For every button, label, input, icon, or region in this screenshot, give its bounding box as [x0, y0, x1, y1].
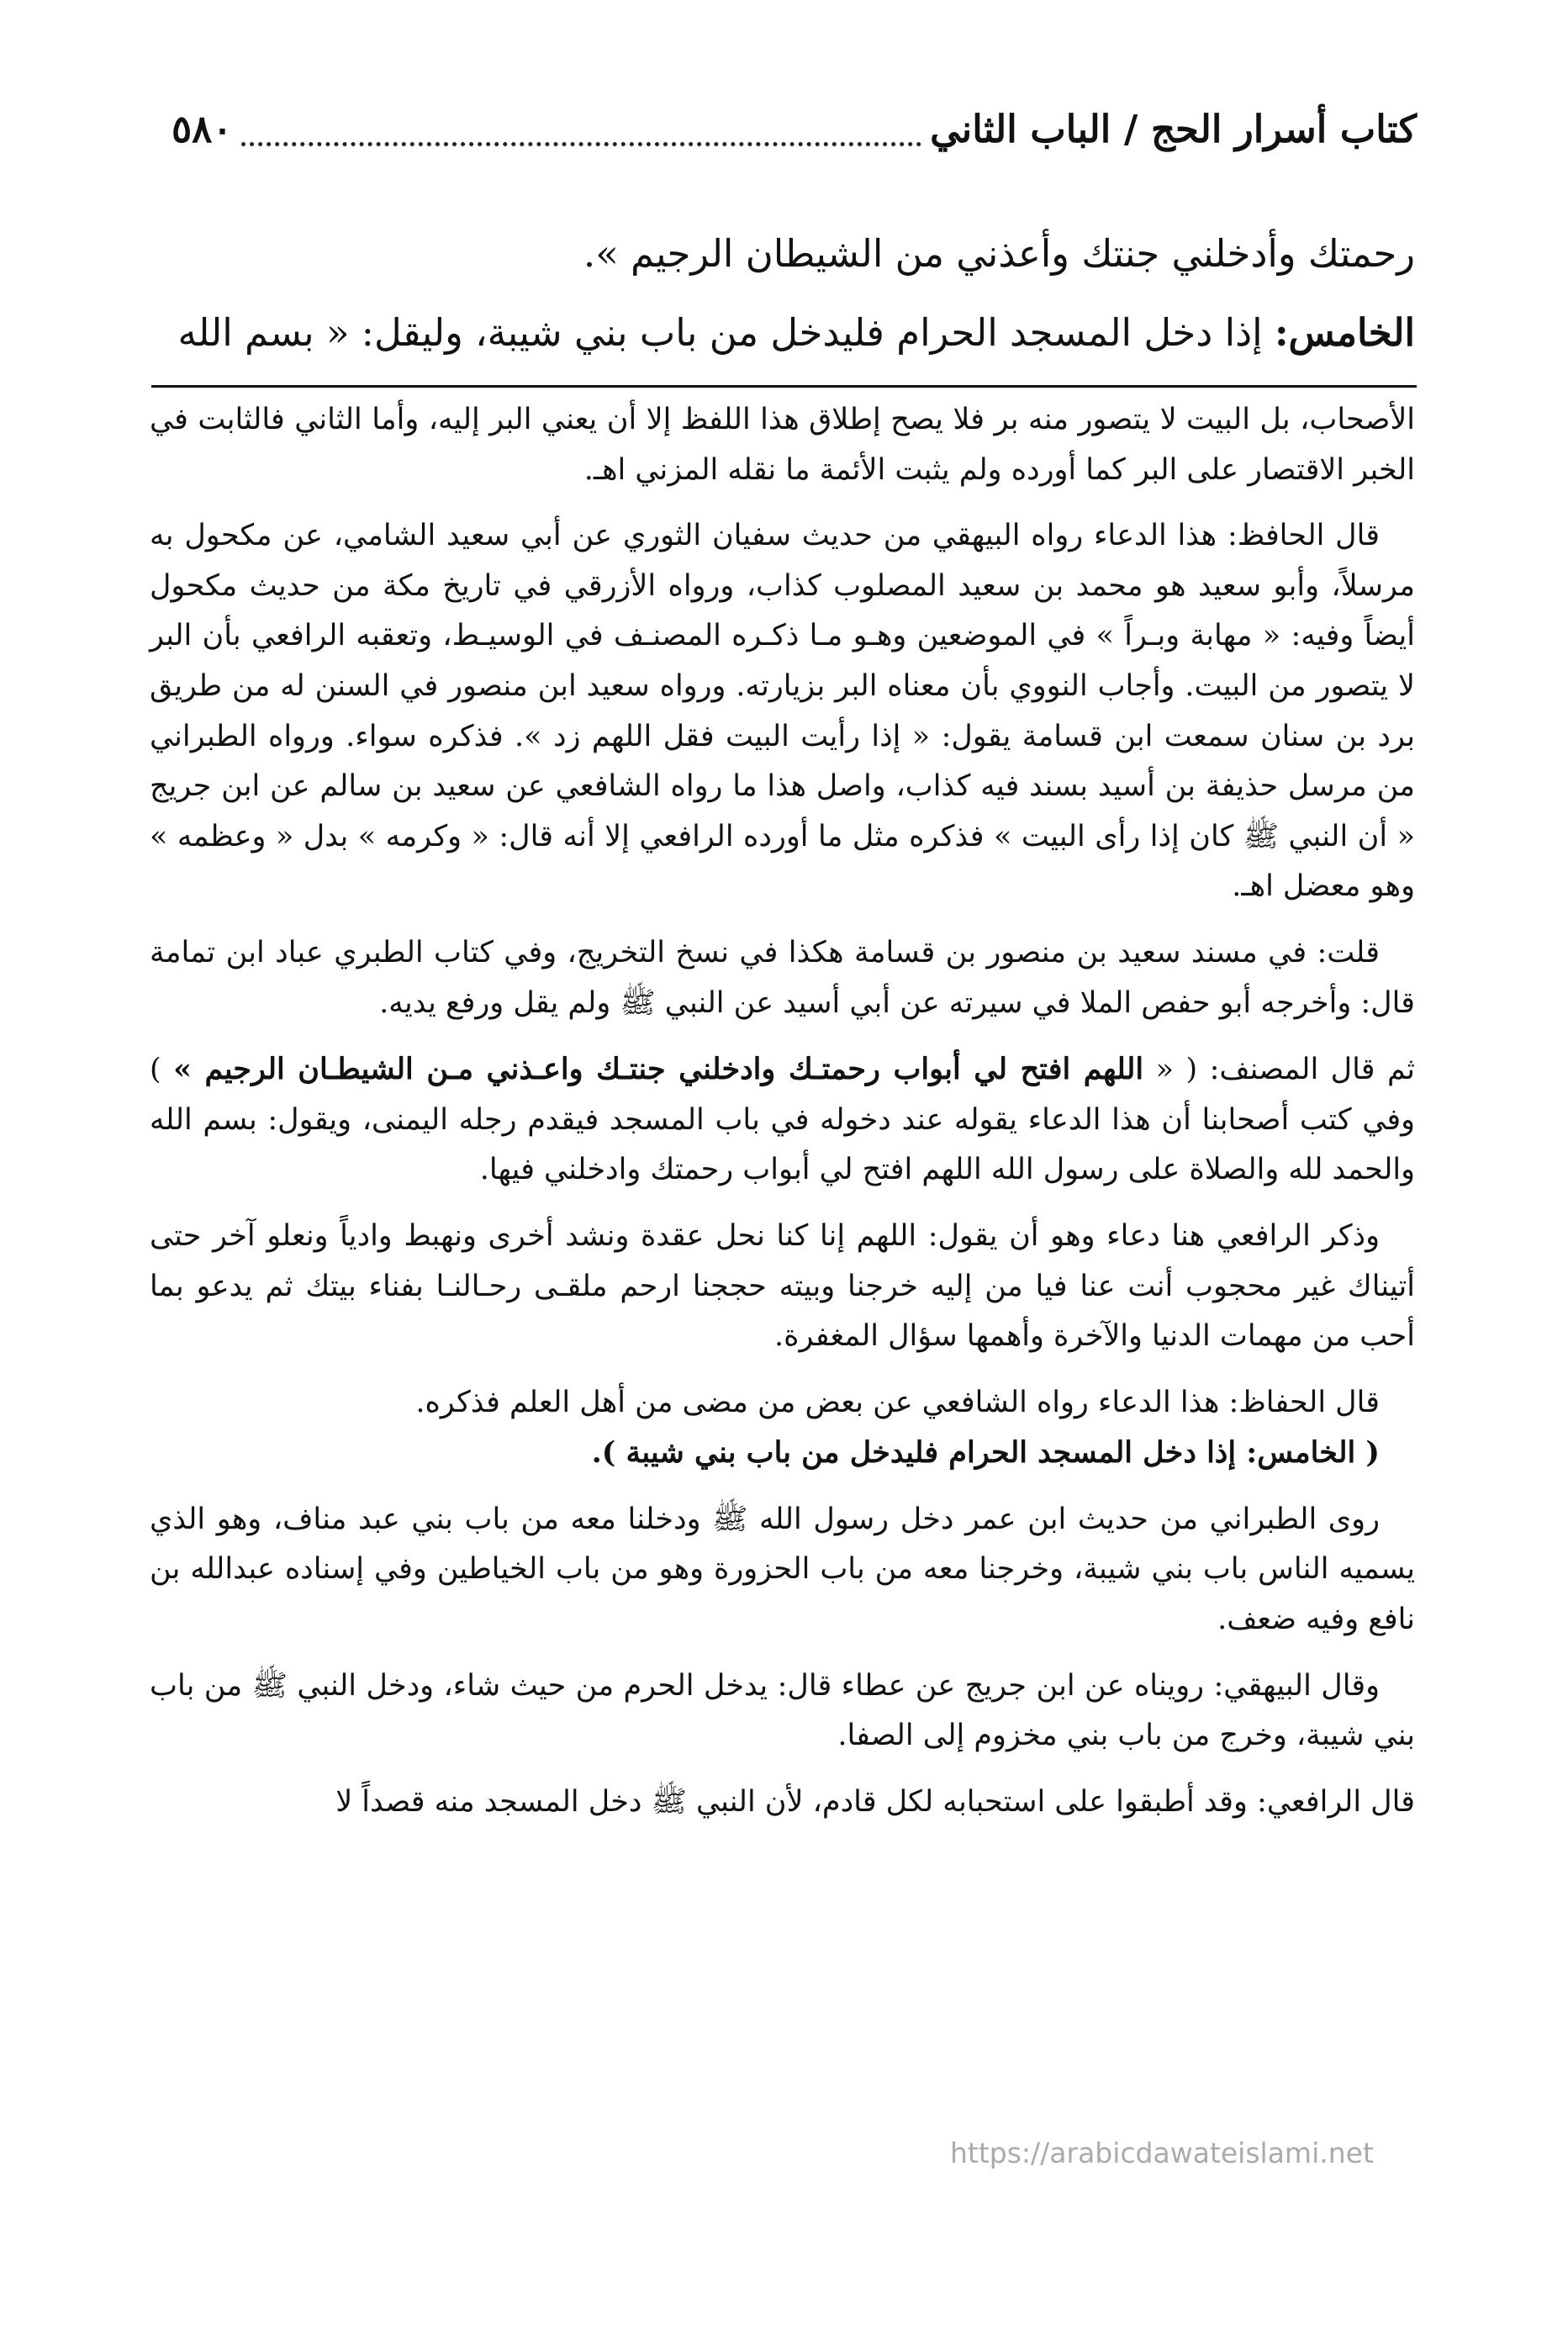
footnote-separator	[151, 385, 1417, 388]
page-number: ٥٨٠	[172, 106, 233, 151]
commentary-paragraph-9: قال الرافعي: وقد أطبقوا على استحبابه لكل قادم، لأن النبي ﷺ دخل المسجد منه قصداً لا	[335, 1784, 1415, 1819]
quoted-prayer: اللهم افتح لي أبواب رحمتـك وادخلني جنتـك واعـذني مـن الشيطـان الرجيم »	[173, 1052, 1144, 1087]
page-header	[151, 99, 1417, 158]
main-text	[154, 214, 1415, 372]
item-5-text: إذا دخل المسجد الحرام فليدخل من باب بني شيبة، وليقل: « بسم الله	[177, 310, 1263, 355]
commentary	[150, 395, 1415, 1827]
header-dot-leader	[241, 142, 922, 146]
watermark-url: https://arabicdawateislami.net	[950, 2137, 1374, 2169]
item-5-label: الخامس:	[1274, 310, 1415, 355]
commentary-paragraph-6: قال الحفاظ: هذا الدعاء رواه الشافعي عن بعض من مضى من أهل العلم فذكره.	[415, 1385, 1380, 1419]
main-item-5	[154, 293, 1415, 372]
commentary-paragraph-5: وذكر الرافعي هنا دعاء وهو أن يقول: اللهم إنا كنا نحل عقدة ونشد أخرى ونهبط وادياً ونعلو آخر حتى أتيناك غير محجوب أنت عنا فيا من إليه خرجنا وبيته حججنا ارحم ملقـى رحـالنـا بفناء بيتك ثم يدعو بما أحب من مهمات الدنيا والآخرة وأهمها سؤال المغفرة.	[150, 1218, 1415, 1354]
commentary-paragraph-4	[150, 1044, 1415, 1196]
commentary-paragraph-3: قلت: في مسند سعيد بن منصور بن قسامة هكذا في نسخ التخريج، وفي كتاب الطبري عباد ابن تمامة قال: وأخرجه أبو حفص الملا في سيرته عن أبي أسيد عن النبي ﷺ ولم يقل ورفع يديه.	[150, 935, 1415, 1020]
quote-explanation: ) وفي كتب أصحابنا أن هذا الدعاء يقوله عند دخوله في باب المسجد فيقدم رجله اليمنى، ويقول: بسم الله والحمد لله والصلاة على رسول الله اللهم افتح لي أبواب رحمتك وادخلني فيها.	[150, 1053, 1415, 1187]
running-title: كتاب أسرار الحج / الباب الثاني	[930, 106, 1417, 151]
commentary-paragraph-7: روى الطبراني من حديث ابن عمر دخل رسول الله ﷺ ودخلنا معه من باب بني عبد مناف، وهو الذي يسميه الناس باب بني شيبة، وخرجنا معه من باب الحزورة وهو من باب الخياطين وفي إسناده عبدالله بن نافع وفيه ضعف.	[150, 1502, 1415, 1637]
commentary-paragraph-1: الأصحاب، بل البيت لا يتصور منه بر فلا يصح إطلاق هذا اللفظ إلا أن يعني البر إليه، وأما الثاني فالثابت في الخبر الاقتصار على البر كما أورده ولم يثبت الأئمة ما نقله المزني اهـ.	[150, 403, 1415, 487]
commentary-paragraph-8: وقال البيهقي: رويناه عن ابن جريج عن عطاء قال: يدخل الحرم من حيث شاء، ودخل النبي ﷺ من باب بني شيبة، وخرج من باب بني مخزوم إلى الصفا.	[150, 1668, 1415, 1753]
quote-intro: ثم قال المصنف: ( «	[1143, 1053, 1415, 1087]
main-line-1: رحمتك وأدخلني جنتك وأعذني من الشيطان الرجيم ».	[583, 231, 1415, 276]
section-heading-5: ( الخامس: إذا دخل المسجد الحرام فليدخل من باب بني شيبة ).	[591, 1435, 1380, 1471]
commentary-paragraph-2: قال الحافظ: هذا الدعاء رواه البيهقي من حديث سفيان الثوري عن أبي سعيد الشامي، عن مكحول به مرسلاً، وأبو سعيد هو محمد بن سعيد المصلوب كذاب، ورواه الأزرقي في تاريخ مكة من حديث مكحول أيضاً وفيه: « مهابة وبـراً » في الموضعين وهـو مـا ذكـره المصنـف في الوسيـط، وتعقبه الرافعي بأن البر لا يتصور من البيت. وأجاب النووي بأن معناه البر بزيارته. ورواه سعيد ابن منصور في السنن له من طريق برد بن سنان سمعت ابن قسامة يقول: « إذا رأيت البيت فقل اللهم زد ». فذكره سواء. ورواه الطبراني من مرسل حذيفة بن أسيد بسند فيه كذاب، واصل هذا ما رواه الشافعي عن سعيد بن سالم عن ابن جريج « أن النبي ﷺ كان إذا رأى البيت » فذكره مثل ما أورده الرافعي إلا أنه قال: « وكرمه » بدل « وعظمه » وهو معضل اهـ.	[150, 519, 1416, 904]
